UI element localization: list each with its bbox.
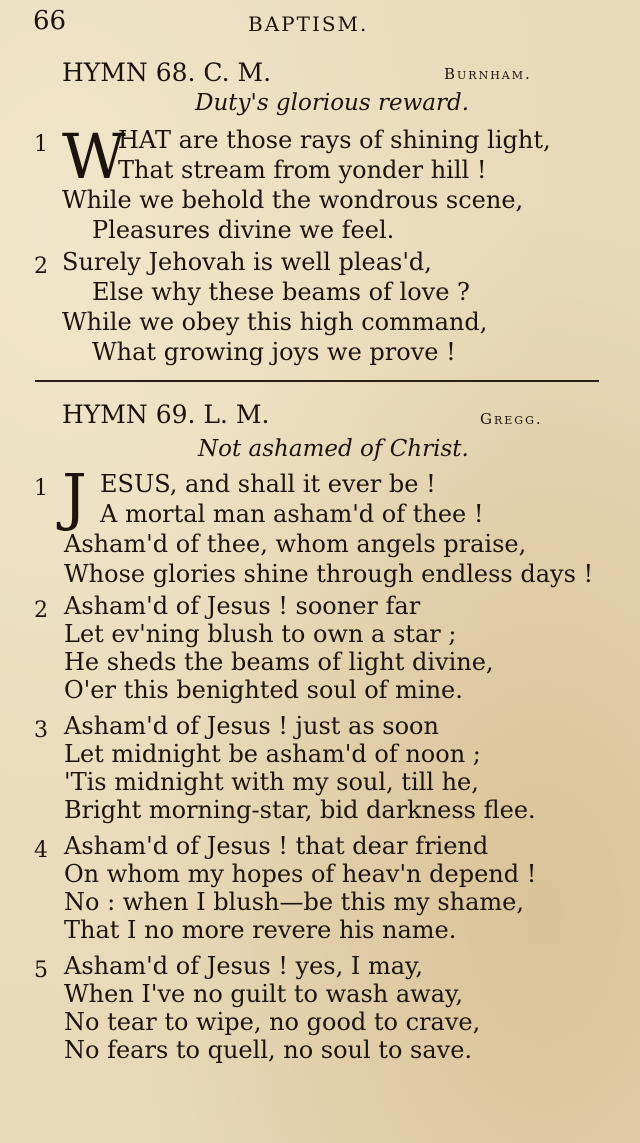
verse-line: No fears to quell, no soul to save. xyxy=(64,1036,473,1064)
verse-line: Pleasures divine we feel. xyxy=(92,216,395,244)
verse-line: Asham'd of Jesus ! sooner far xyxy=(64,592,421,620)
verse-line: When I've no guilt to wash away, xyxy=(64,980,463,1008)
verse-line: That stream from yonder hill ! xyxy=(118,156,487,184)
hymn-69-subtitle: Not ashamed of Christ. xyxy=(198,436,469,462)
verse-line: HAT are those rays of shining light, xyxy=(118,126,551,154)
verse-line: Asham'd of thee, whom angels praise, xyxy=(64,530,527,558)
hymn-68-title: HYMN 68. C. M. xyxy=(62,58,272,87)
verse-line: Asham'd of Jesus ! just as soon xyxy=(64,712,439,740)
verse-line: O'er this benighted soul of mine. xyxy=(64,676,463,704)
verse-line: He sheds the beams of light divine, xyxy=(64,648,494,676)
verse-line: 'Tis midnight with my soul, till he, xyxy=(64,768,479,796)
verse-number: 5 xyxy=(34,958,48,983)
running-head: BAPTISM. xyxy=(248,12,369,36)
verse-line: Bright morning-star, bid darkness flee. xyxy=(64,796,536,824)
drop-cap: W xyxy=(62,120,126,193)
verse-number: 1 xyxy=(34,476,48,501)
verse-line: No : when I blush—be this my shame, xyxy=(64,888,524,916)
verse-line: While we behold the wondrous scene, xyxy=(62,186,524,214)
verse-line: On whom my hopes of heav'n depend ! xyxy=(64,860,537,888)
verse-line: Asham'd of Jesus ! that dear friend xyxy=(64,832,489,860)
drop-cap: J xyxy=(62,460,87,533)
verse-line: While we obey this high command, xyxy=(62,308,488,336)
verse-line: ESUS, and shall it ever be ! xyxy=(100,470,436,498)
hymn-69-title: HYMN 69. L. M. xyxy=(62,400,270,429)
verse-line: What growing joys we prove ! xyxy=(92,338,456,366)
verse-line: Else why these beams of love ? xyxy=(92,278,470,306)
verse-number: 2 xyxy=(34,598,48,623)
verse-line: A mortal man asham'd of thee ! xyxy=(100,500,484,528)
verse-number: 1 xyxy=(34,132,48,157)
hymn-68-subtitle: Duty's glorious reward. xyxy=(195,90,470,116)
verse-line: Let ev'ning blush to own a star ; xyxy=(64,620,457,648)
hymn-68-tune: Burnham. xyxy=(444,65,532,83)
verse-line: That I no more revere his name. xyxy=(64,916,457,944)
hymn-69-tune: Gregg. xyxy=(480,410,543,428)
verse-number: 2 xyxy=(34,254,48,279)
verse-number: 3 xyxy=(34,718,48,743)
section-divider xyxy=(35,380,599,382)
page-number: 66 xyxy=(33,6,67,36)
verse-line: Surely Jehovah is well pleas'd, xyxy=(62,248,432,276)
verse-line: Let midnight be asham'd of noon ; xyxy=(64,740,481,768)
verse-line: No tear to wipe, no good to crave, xyxy=(64,1008,481,1036)
verse-line: Whose glories shine through endless days ! xyxy=(64,560,594,588)
verse-line: Asham'd of Jesus ! yes, I may, xyxy=(64,952,424,980)
verse-number: 4 xyxy=(34,838,48,863)
